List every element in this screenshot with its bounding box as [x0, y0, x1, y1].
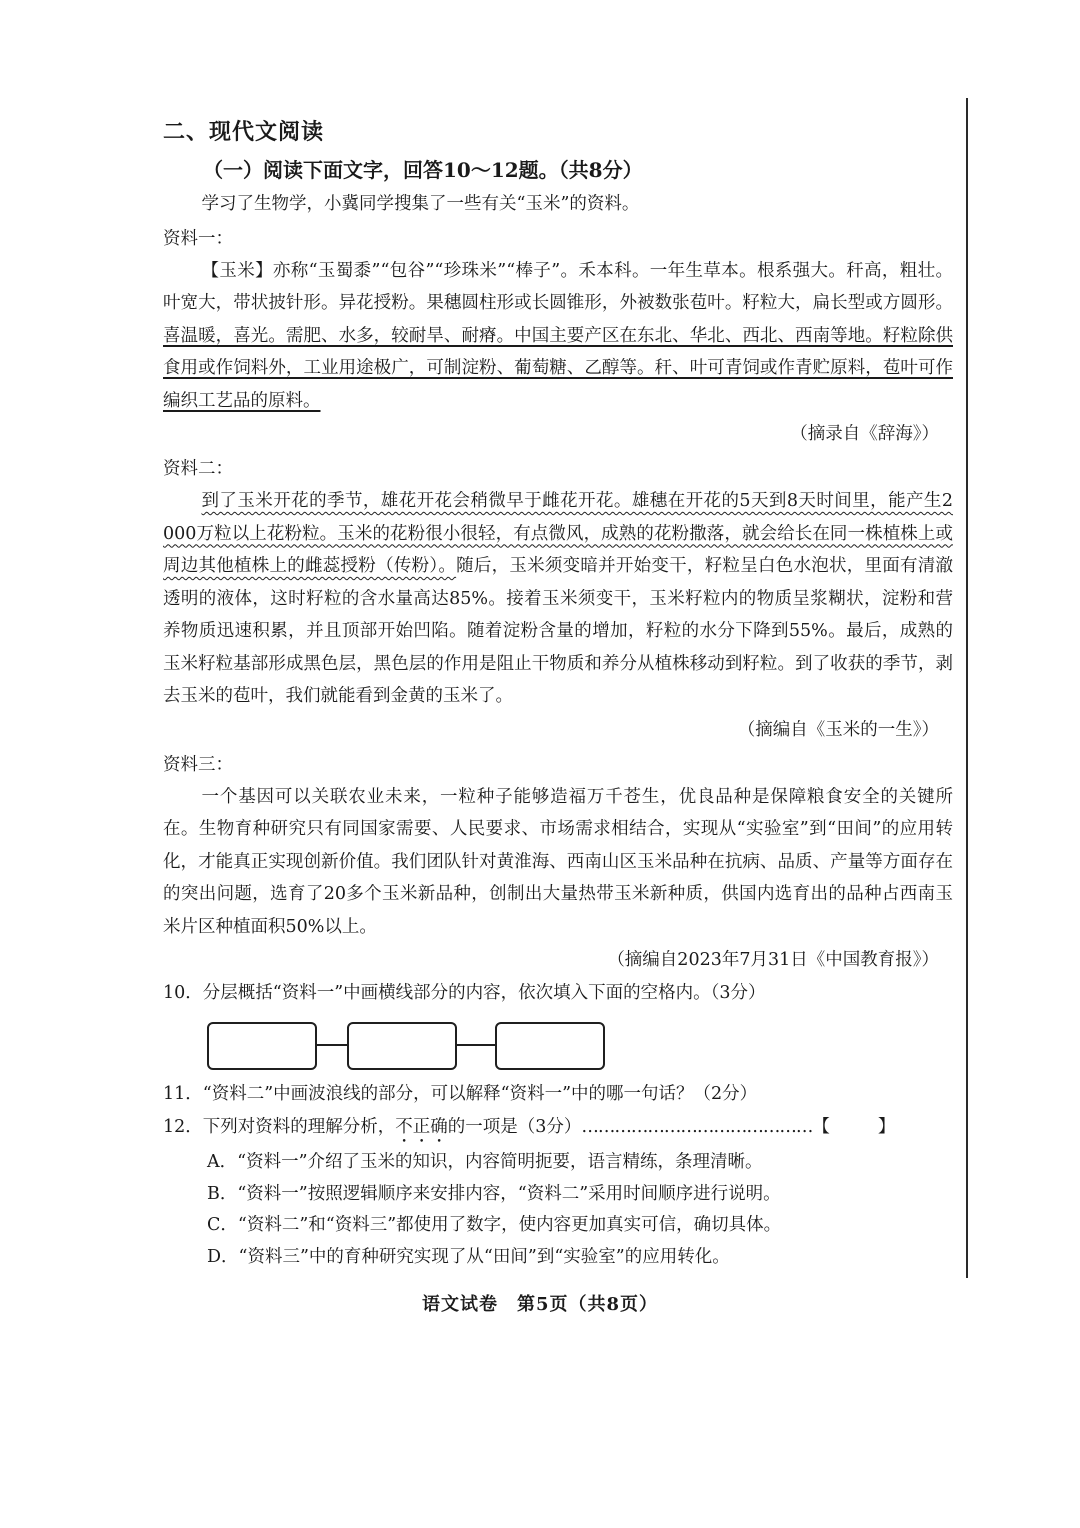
intro-text: 学习了生物学，小冀同学搜集了一些有关“玉米”的资料。 — [201, 194, 640, 214]
question-12 — [163, 1111, 953, 1147]
q12-emphasis: 不正确 — [395, 1117, 448, 1137]
answer-box-3[interactable] — [495, 1022, 605, 1070]
question-11: 11．“资料二”中画波浪线的部分，可以解释“资料一”中的哪一句话？（2分） — [163, 1084, 758, 1104]
material1-source: （摘录自《辞海》） — [790, 424, 939, 444]
material2-source: （摘编自《玉米的一生》） — [737, 719, 939, 740]
choice-d: D．“资料三”中的育种研究实现了从“田间”到“实验室”的应用转化。 — [207, 1246, 730, 1267]
material2-rest: 随后，玉米须变暗并开始变干，籽粒呈白色水泡状，里面有清澈透明的液体，这时籽粒的含水量高达85%。接着玉米须变干，玉米籽粒内的物质呈浆糊状，淀粉和营养物质迅速积累，并且顶部开始凹陷。随着淀粉含量的增加，籽粒的水分下降到55%。最后，成熟的玉米籽粒基部形成黑色层，黑色层的作用是阻止干物质和养分从植株移动到籽粒。到了收获的季节，剥去玉米的苞叶，我们就能看到金黄的玉米了。 — [163, 556, 954, 706]
answer-flow — [163, 1016, 953, 1076]
sub-title: （一）阅读下面文字，回答10～12题。（共8分） — [203, 158, 643, 182]
material2-text — [163, 485, 953, 713]
choice-a: A．“资料一”介绍了玉米的知识，内容简明扼要，语言精练，条理清晰。 — [207, 1152, 763, 1172]
answer-bracket-close: 】 — [877, 1117, 896, 1137]
connector-line — [455, 1044, 495, 1046]
material1-underlined: 喜温暖，喜光。需肥、水多，较耐旱、耐瘠。中国主要产区在东北、华北、西北、西南等地。籽粒除供食用或作饲料外，工业用途极广，可制淀粉、葡萄糖、乙醇等。秆、叶可青饲或作青贮原料，苞叶可作编织工艺品的原料。 — [163, 325, 953, 411]
answer-bracket-open: 【 — [812, 1117, 830, 1137]
material3-text: 一个基因可以关联农业未来，一粒种子能够造福万千苍生，优良品种是保障粮食安全的关键所在。生物育种研究只有同国家需要、人民要求、市场需求相结合，实现从“实验室”到“田间”的应用转化，才能真正实现创新价值。我们团队针对黄淮海、西南山区玉米品种在抗病、品质、产量等方面存在的突出问题，选育了20多个玉米新品种，创制出大量热带玉米新种质，供国内选育出的品种占西南玉米片区种植面积50%以上。 — [163, 786, 953, 937]
material2-wavy: 到了玉米开花的季节，雄花开花会稍微早于雌花开花。雄穗在开花的5天到8天时间里，能产生2 000万粒以上花粉粒。玉米的花粉很小很轻，有点微风，成熟的花粉撒落，就会给长在同一株植株上或周边其他植株上的雌蕊授粉（传粉）。 — [163, 491, 953, 576]
choice-c: C．“资料二”和“资料三”都使用了数字，使内容更加真实可信，确切具体。 — [207, 1215, 782, 1235]
answer-box-1[interactable] — [207, 1022, 317, 1070]
material1-plain: 【玉米】亦称“玉蜀黍”“包谷”“珍珠米”“棒子”。禾本科。一年生草本。根系强大。秆高，粗壮。叶宽大，带状披针形。异花授粉。果穗圆柱形或长圆锥形，外被数张苞叶。籽粒大，扁长型或方圆形。 — [163, 260, 953, 313]
connector-line — [315, 1044, 347, 1046]
q12-prefix: 12．下列对资料的理解分析， — [163, 1117, 396, 1137]
exam-sheet — [163, 112, 953, 1273]
section-title: 二、现代文阅读 — [163, 119, 325, 145]
material1-text — [163, 255, 953, 418]
page-footer: 语文试卷 第5页（共8页） — [421, 1294, 659, 1315]
q12-suffix: 的一项是（3分） — [447, 1117, 582, 1137]
material2-label: 资料二： — [163, 459, 233, 479]
choice-b: B．“资料一”按照逻辑顺序来安排内容，“资料二”采用时间顺序进行说明。 — [207, 1183, 781, 1204]
q12-dots: …………………………………… — [581, 1117, 813, 1137]
page-edge-line — [966, 98, 968, 1278]
material1-label: 资料一： — [163, 228, 233, 249]
material3-source: （摘编自2023年7月31日《中国教育报》） — [607, 950, 939, 970]
material3-label: 资料三： — [163, 754, 233, 775]
answer-box-2[interactable] — [347, 1022, 457, 1070]
question-10: 10．分层概括“资料一”中画横线部分的内容，依次填入下面的空格内。（3分） — [163, 983, 766, 1003]
